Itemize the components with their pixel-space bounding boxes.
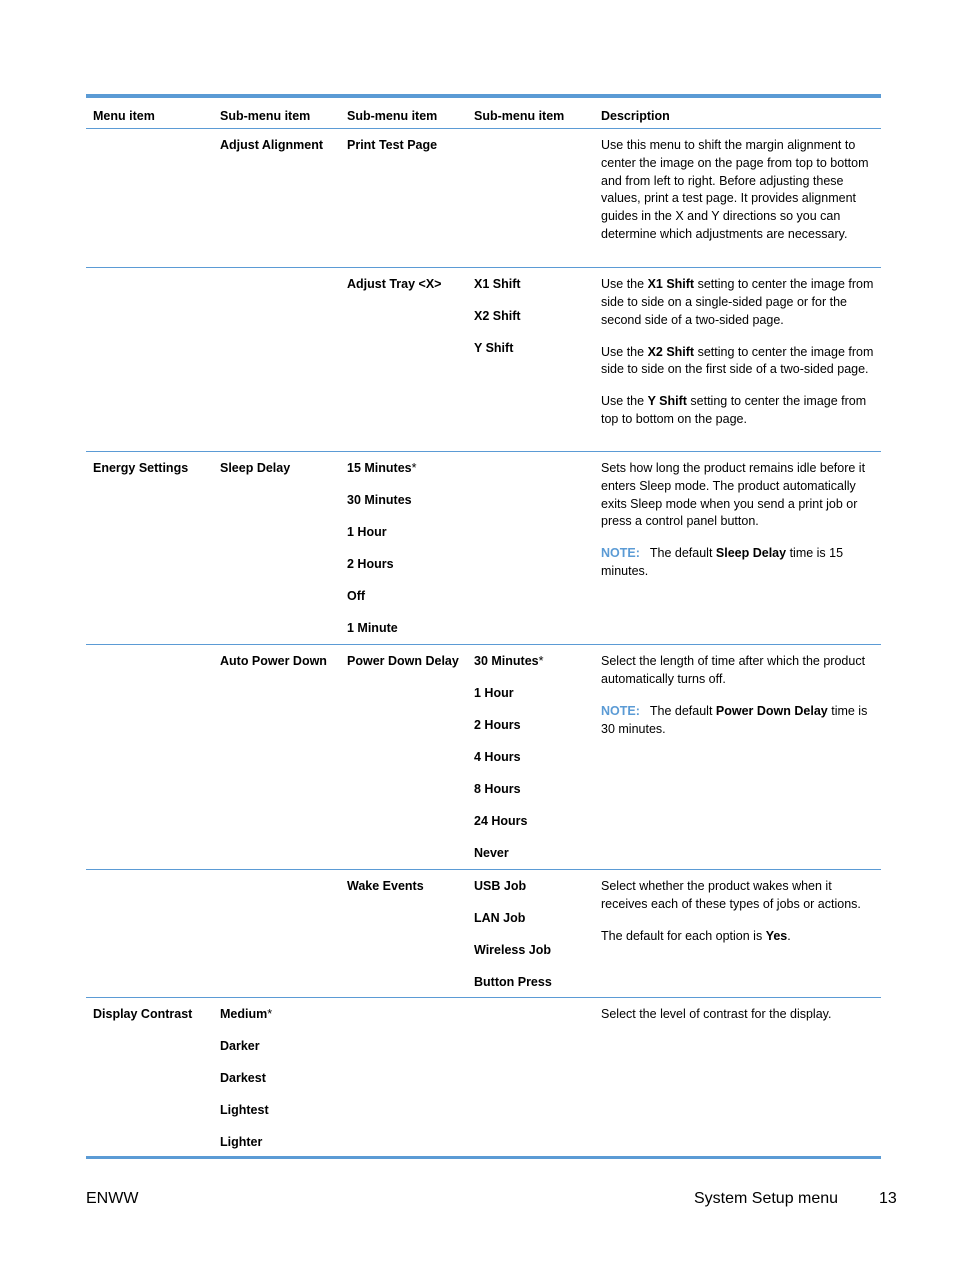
header-description: Description (601, 109, 670, 123)
description-wake-events (594, 870, 881, 997)
list-item: Button Press (474, 974, 552, 989)
list-item: 30 Minutes* (474, 654, 544, 668)
menu-item-cell (86, 645, 213, 869)
menu-item-cell (86, 268, 213, 451)
description-paragraph: Select the length of time after which the product automatically turns off. (601, 654, 866, 686)
list-item: 1 Minute (347, 620, 398, 635)
list-item: Lighter (220, 1134, 263, 1149)
list-item: 24 Hours (474, 813, 528, 828)
description-paragraph: Use the Y Shift setting to center the image from top to bottom on the page. (601, 394, 867, 427)
list-item: X2 Shift (474, 308, 521, 323)
description-sleep-delay (594, 452, 881, 644)
description-paragraph: Use the X2 Shift setting to center the image from side to side on the first side of a two-sided page. (601, 344, 874, 377)
footer-section-title: System Setup menu (694, 1190, 839, 1207)
default-marker: * (267, 1007, 273, 1021)
list-item: USB Job (474, 879, 527, 893)
submenu-empty (213, 268, 340, 451)
wake-events-options (467, 870, 594, 997)
description-auto-power-down (594, 645, 881, 869)
description-paragraph: The default for each option is Yes. (601, 928, 791, 943)
note-label: NOTE: (601, 703, 640, 718)
list-item: Wireless Job (474, 942, 552, 957)
footer-left: ENWW (86, 1190, 139, 1207)
list-item: 15 Minutes* (347, 461, 417, 475)
table-row (86, 998, 881, 1156)
header-submenu-item-3: Sub-menu item (474, 109, 565, 123)
submenu-wake-events: Wake Events (347, 879, 424, 893)
description-display-contrast: Select the level of contrast for the display. (601, 1007, 832, 1021)
sleep-delay-options (340, 452, 467, 644)
list-item: Darkest (220, 1070, 266, 1085)
submenu-auto-power-down: Auto Power Down (220, 654, 327, 668)
display-contrast-options (213, 998, 340, 1156)
description-paragraph: Sets how long the product remains idle before it enters Sleep mode. The product automatically exits Sleep mode when you send a print job or press a control panel button. (601, 461, 866, 529)
submenu-empty (467, 998, 594, 1156)
table-row (86, 129, 881, 268)
adjust-tray-options (467, 268, 594, 451)
list-item: 1 Hour (347, 524, 387, 539)
submenu-empty (467, 452, 594, 644)
table-row (86, 645, 881, 870)
table-row (86, 268, 881, 452)
list-item: X1 Shift (474, 277, 521, 291)
menu-display-contrast: Display Contrast (93, 1007, 193, 1021)
list-item: Y Shift (474, 340, 514, 355)
list-item: 2 Hours (347, 556, 394, 571)
submenu-sleep-delay: Sleep Delay (220, 461, 291, 475)
table-bottom-rule (86, 1156, 881, 1159)
menu-table (86, 94, 881, 1159)
list-item: Lightest (220, 1102, 269, 1117)
header-submenu-item-2: Sub-menu item (347, 109, 438, 123)
menu-item-cell (86, 129, 213, 267)
description-adjust-alignment: Use this menu to shift the margin alignment to center the image on the page from top to bottom and from left to right. Before adjusting these values, print a test page. It provides alignment guides in the X and Y directions so you can determine which adjustments are necessary. (601, 138, 869, 241)
list-item: 2 Hours (474, 717, 521, 732)
submenu-power-down-delay: Power Down Delay (347, 654, 459, 668)
list-item: LAN Job (474, 910, 526, 925)
submenu-adjust-alignment: Adjust Alignment (220, 138, 324, 152)
description-paragraph: Use the X1 Shift setting to center the image from side to side on a single-sided page or for the second side of a two-sided page. (601, 277, 874, 327)
table-row (86, 870, 881, 998)
list-item: Off (347, 588, 366, 603)
header-menu-item: Menu item (93, 109, 155, 123)
default-marker: * (538, 654, 544, 668)
note: NOTE: The default Power Down Delay time is 30 minutes. (601, 703, 868, 736)
list-item: 1 Hour (474, 685, 514, 700)
submenu-empty (467, 129, 594, 267)
list-item: 30 Minutes (347, 492, 412, 507)
page-number: 13 (879, 1190, 897, 1207)
list-item: 4 Hours (474, 749, 521, 764)
power-down-delay-options (467, 645, 594, 869)
default-marker: * (411, 461, 417, 475)
submenu-print-test-page: Print Test Page (347, 138, 438, 152)
list-item: 8 Hours (474, 781, 521, 796)
description-paragraph: Select whether the product wakes when it receives each of these types of jobs or actions. (601, 879, 861, 911)
list-item: Never (474, 845, 509, 860)
description-adjust-tray (594, 268, 881, 451)
menu-energy-settings: Energy Settings (93, 461, 189, 475)
header-submenu-item-1: Sub-menu item (220, 109, 311, 123)
table-header-row (86, 98, 881, 129)
table-row (86, 452, 881, 645)
note-label: NOTE: (601, 546, 640, 561)
list-item: Darker (220, 1038, 260, 1053)
submenu-empty (340, 998, 467, 1156)
list-item: Medium* (220, 1007, 273, 1021)
submenu-empty (213, 870, 340, 997)
note: NOTE: The default Sleep Delay time is 15 minutes. (601, 546, 844, 579)
submenu-adjust-tray: Adjust Tray <X> (347, 277, 442, 291)
menu-item-cell (86, 870, 213, 997)
